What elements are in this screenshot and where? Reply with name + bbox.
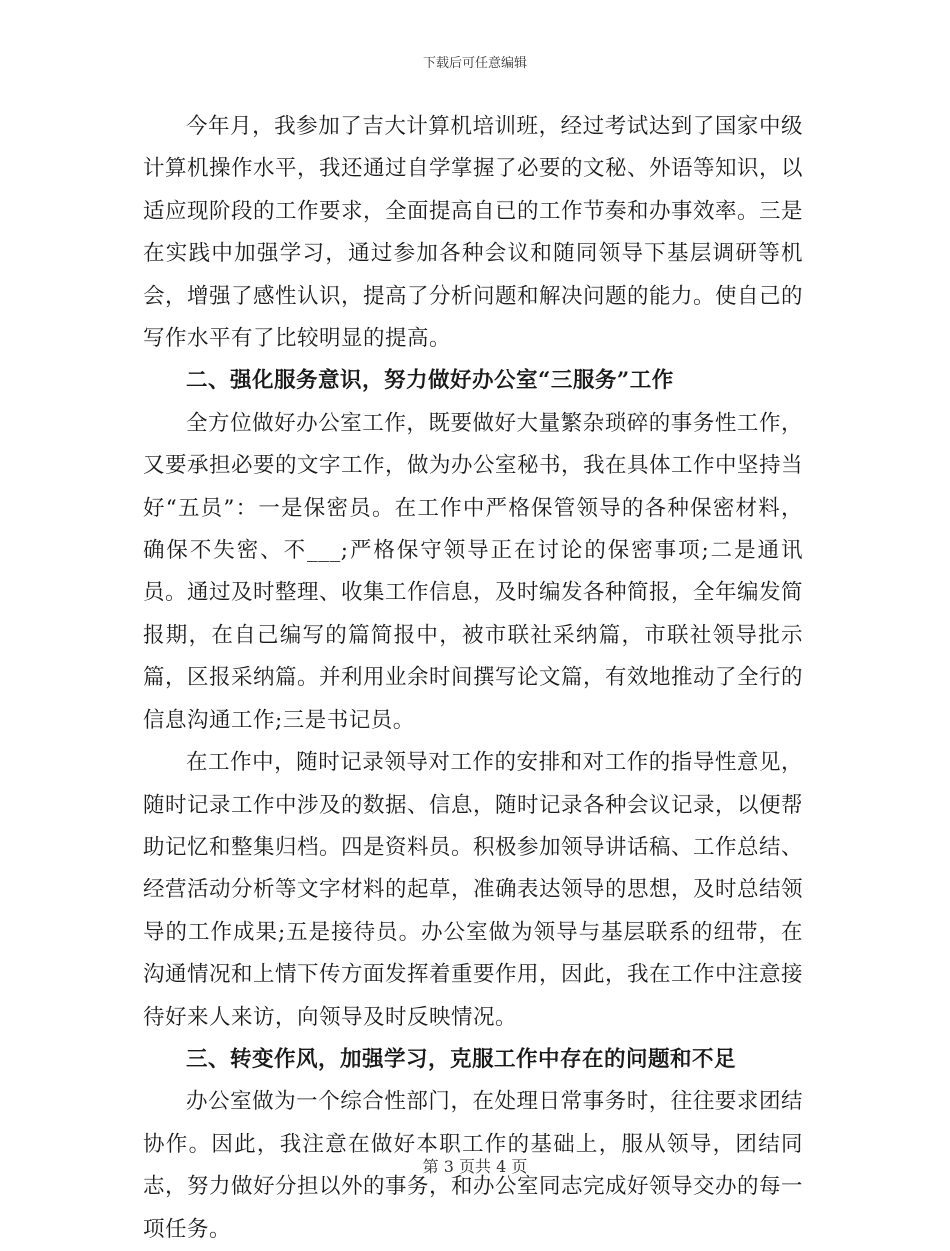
section-heading-style: 三、转变作风，加强学习，克服工作中存在的问题和不足 [186, 1046, 737, 1072]
paragraph-five-roles: 全方位做好办公室工作，既要做好大量繁杂琐碎的事务性工作，又要承担必要的文字工作，做为办公室秘书，我在具体工作中坚持当好“五员”：一是保密员。在工作中严格保管领导的各种保密材料，确保不失密、不___;严格保守领导正在讨论的保密事项;二是通讯员。通过及时整理、收集工作信息，及时编发各种简报，全年编发简报期，在自己编写的篇简报中，被市联社采纳篇，市联社领导批示篇，区报采纳篇。并利用业余时间撰写论文篇，有效地推动了全行的信息沟通工作;三是书记员。 [143, 410, 804, 733]
paragraph-records: 在工作中，随时记录领导对工作的安排和对工作的指导性意见，随时记录工作中涉及的数据、信息，随时记录各种会议记录，以便帮助记忆和整集归档。四是资料员。积极参加领导讲话稿、工作总结、经营活动分析等文字材料的起草，准确表达领导的思想，及时总结领导的工作成果;五是接待员。办公室做为领导与基层联系的纽带，在沟通情况和上情下传方面发挥着重要作用，因此，我在工作中注意接待好来人来访，向领导及时反映情况。 [143, 750, 804, 1030]
paragraph-teamwork: 办公室做为一个综合性部门，在处理日常事务时，往往要求团结协作。因此，我注意在做好本职工作的基础上，服从领导，团结同志，努力做好分担以外的事务，和办公室同志完成好领导交办的每一项任务。 [143, 1089, 804, 1242]
paragraph-study: 今年月，我参加了吉大计算机培训班，经过考试达到了国家中级计算机操作水平，我还通过自学掌握了必要的文秘、外语等知识，以适应现阶段的工作要求，全面提高自已的工作节奏和办事效率。三是在实践中加强学习，通过参加各种会议和随同领导下基层调研等机会，增强了感性认识，提高了分析问题和解决问题的能力。使自己的写作水平有了比较明显的提高。 [143, 114, 804, 352]
page-footer: 第 3 页共 4 页 [422, 1157, 528, 1176]
page-header: 下载后可任意编辑 [422, 56, 527, 71]
document-body [143, 106, 803, 1251]
section-heading-service: 二、强化服务意识，努力做好办公室“三服务”工作 [186, 368, 674, 394]
